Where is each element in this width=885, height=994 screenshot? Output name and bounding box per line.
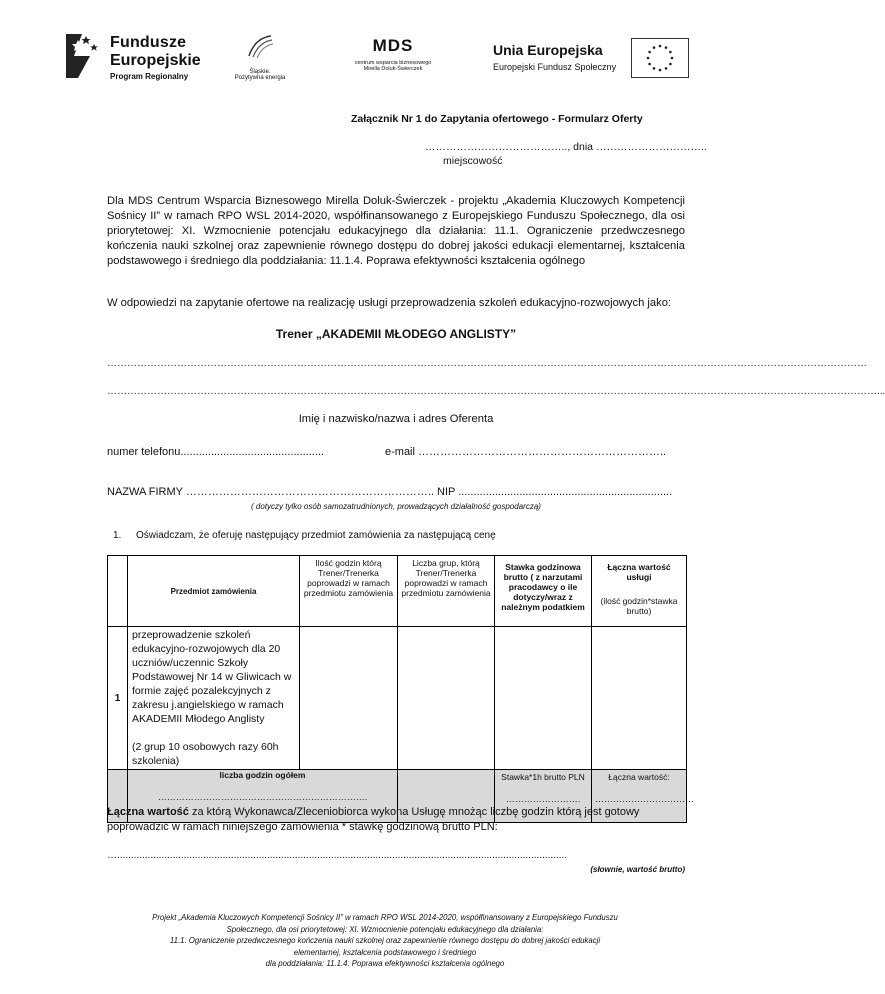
- slaskie-logo: [230, 34, 290, 82]
- mds-logo-text: MDS: [372, 36, 414, 55]
- header-total: [592, 556, 687, 627]
- email-field: e-mail …………………………………………………………..: [385, 446, 667, 458]
- row-total-cell[interactable]: [592, 627, 687, 770]
- summary-hours-dots: …………………………………………………………….: [157, 792, 368, 802]
- slaskie-line2: Pozytywna energia: [234, 75, 286, 81]
- total-words-label: (słownie, wartość brutto): [590, 865, 685, 874]
- offerer-dots-line-2: ……………………………………………………………………………………………………………………………………………………………………………………………………………...: [107, 386, 885, 397]
- header-hours: Ilość godzin którą Trener/Trenerka poprowadzi w ramach przedmiotu zamówienia: [300, 556, 398, 627]
- phone-field: numer telefonu...............................................: [107, 446, 325, 458]
- mds-line2: Mirella Doluk-Świerczek: [363, 66, 423, 72]
- footer-line-1: Projekt „Akademia Kluczowych Kompetencji Sośnicy II” w ramach RPO WSL 2014-2020, współfinansowany z Europejskiego Funduszu: [152, 913, 618, 922]
- row-number: 1: [108, 627, 128, 770]
- fundusze-europejskie-logo: [64, 28, 214, 88]
- summary-value-dots: ……………………………: [595, 794, 694, 804]
- offer-table: [107, 555, 694, 823]
- header-total-title: Łączna wartość usługi: [607, 562, 671, 582]
- ue-title: Unia Europejska: [493, 42, 603, 58]
- declaration-number: 1.: [113, 530, 122, 541]
- total-value-text: za którą Wykonawca/Zleceniobiorca wykona Usługę mnożąc liczbę godzin którą jest gotowy poprowadzić w ramach niniejszego zamówienia * stawkę godzinową brutto PLN:: [107, 806, 640, 833]
- intro-paragraph: Dla MDS Centrum Wsparcia Biznesowego Mirella Doluk-Świerczek - projektu „Akademia Kluczowych Kompetencji Sośnicy II” w ramach RPO WSL 2014-2020, współfinansowanego z Europejskiego Funduszu Społecznego, dla osi priorytetowej: XI. Wzmocnienie potencjału edukacyjnego dla działania: 11.1. Ograniczenie przedwczesnego kończenia nauki szkolnej oraz zapewnienie równego dostępu do dobrej jakości edukacji elementarnej, kształcenia podstawowego i średniego dla poddziałania: 11.1.4. Poprawa efektywności kształcenia ogólnego: [107, 195, 685, 267]
- footer-line-4: elementarnej, kształcenia podstawowego i średniego: [293, 947, 477, 957]
- mds-line1: centrum wsparcia biznesowego: [354, 60, 432, 66]
- firm-nip-line: NAZWA FIRMY ………………………………………………………….. NIP ......................................................................: [107, 486, 673, 498]
- row-subject-text: przeprowadzenie szkoleń edukacyjno-rozwojowych dla 20 uczniów/uczennic Szkoły Podstawowej Nr 14 w Gliwicach w formie zajęć pozalekcyjnych z zakresu j.angielskiego w ramach AKADEMII Młodego Anglisty: [132, 629, 292, 725]
- fe-line2: Europejskie: [110, 52, 201, 69]
- date-line: ………………………………….., dnia …………………………..: [425, 141, 707, 153]
- slaskie-mark-icon: [245, 34, 275, 60]
- summary-rate-dots: …………………….: [505, 794, 581, 804]
- response-paragraph: W odpowiedzi na zapytanie ofertowe na realizację usługi przeprowadzenia szkoleń edukacyjno-rozwojowych jako:: [107, 297, 672, 309]
- row-subject: [128, 627, 300, 770]
- summary-hours-label: liczba godzin ogółem: [219, 770, 306, 780]
- declaration-text: Oświadczam, że oferuję następujący przedmiot zamówienia za następującą cenę: [136, 530, 496, 541]
- footer-line-3: 11.1. Ograniczenie przedwczesnego kończenia nauki szkolnej oraz zapewnienie równego dostępu do dobrej jakości edukacji: [169, 936, 601, 946]
- footer-line-5: dla poddziałania: 11.1.4. Poprawa efektywności kształcenia ogólnego: [265, 959, 505, 969]
- header-total-note: (ilość godzin*stawka brutto): [600, 596, 678, 616]
- summary-value-label: Łączna wartość:: [608, 772, 670, 782]
- footer-line-2: Społecznego, dla osi priorytetowej: XI. Wzmocnienie potencjału edukacyjnego dla działania:: [226, 924, 544, 934]
- header-rate: Stawka godzinowa brutto ( z narzutami pracodawcy o ile dotyczy/wraz z należnym podatkiem: [495, 556, 592, 627]
- row-groups-cell[interactable]: [398, 627, 495, 770]
- header-subject: Przedmiot zamówienia: [128, 556, 300, 627]
- row-subject-note: (2 grup 10 osobowych razy 60h szkolenia): [132, 741, 279, 767]
- total-value-paragraph: [107, 805, 687, 835]
- offerer-dots-line-1: …………………………………………………………………………………………………………………………………………………………………………………………………………: [107, 358, 867, 369]
- fe-line1: Fundusze: [110, 34, 187, 51]
- page-footer: [90, 912, 680, 970]
- fundusze-europejskie-mark-icon: [64, 30, 102, 80]
- header-groups: Liczba grup, którą Trener/Trenerka poprowadzi w ramach przedmiotu zamówienia: [398, 556, 495, 627]
- total-value-lead: Łączna wartość: [107, 806, 189, 818]
- offerer-label: Imię i nazwisko/nazwa i adres Oferenta: [298, 413, 494, 425]
- trainer-title: Trener „AKADEMII MŁODEGO ANGLISTY”: [275, 327, 517, 341]
- slaskie-line1: Śląskie.: [249, 69, 271, 75]
- mds-logo: [348, 34, 438, 82]
- fe-line3: Program Regionalny: [110, 72, 189, 81]
- annex-title: Załącznik Nr 1 do Zapytania ofertowego - Formularz Oferty: [351, 113, 643, 125]
- place-label: miejscowość: [443, 155, 503, 167]
- table-row: [108, 627, 687, 770]
- row-rate-cell[interactable]: [495, 627, 592, 770]
- row-hours-cell[interactable]: [300, 627, 398, 770]
- unia-europejska-logo: [493, 42, 653, 72]
- total-value-dots: …..................................................................................................................................................................: [107, 850, 568, 861]
- table-header-row: [108, 556, 687, 627]
- eu-flag-icon: [631, 38, 689, 78]
- summary-rate-label: Stawka*1h brutto PLN: [501, 772, 585, 782]
- header-number-cell: [108, 556, 128, 627]
- ue-subtitle: Europejski Fundusz Społeczny: [493, 62, 617, 72]
- self-employed-note: ( dotyczy tylko osób samozatrudnionych, prowadzących działalność gospodarczą): [251, 502, 541, 511]
